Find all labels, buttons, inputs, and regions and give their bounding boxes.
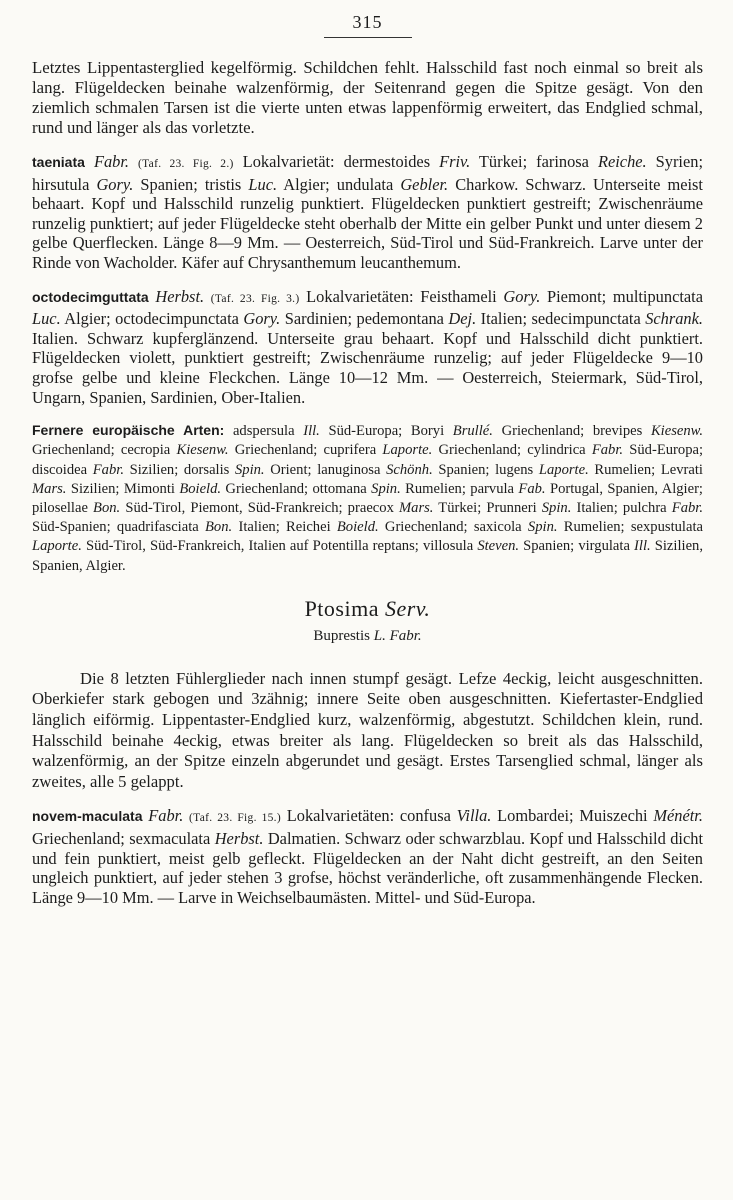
page-number: 315 — [352, 12, 383, 32]
author-abbrev: Fabr. — [92, 461, 124, 478]
entry-text: Griechenland; brevipes — [492, 423, 651, 440]
author-abbrev: Spin. — [371, 480, 401, 497]
author-abbrev: Ménétr. — [653, 806, 703, 826]
plate-reference: (Taf. 23. Fig. 15.) — [189, 812, 281, 825]
author-abbrev: Villa. — [456, 806, 492, 826]
plate-reference: (Taf. 23. Fig. 2.) — [138, 158, 234, 170]
author-abbrev: Laporte. — [32, 538, 82, 555]
genus-synonym — [32, 628, 703, 645]
entry-text: Süd-Europa; discoidea — [32, 442, 704, 478]
species-entry-taeniata — [32, 152, 703, 273]
entry-text: Piemont; multipunctata — [540, 286, 703, 306]
species-name: novem-maculata — [32, 808, 143, 825]
author-abbrev: Kiesenw. — [176, 442, 229, 459]
author-abbrev: Steven. — [477, 538, 520, 555]
entry-text: Italien; Reichei — [232, 519, 337, 536]
entry-text: Sardinien; pedemontana — [280, 309, 449, 329]
entry-text: Sizilien; dorsalis — [123, 461, 235, 478]
genus-name: Ptosima — [304, 595, 385, 621]
author-abbrev: Herbst. — [214, 828, 264, 848]
genus-description: Die 8 letzten Fühlerglieder nach innen stumpf gesägt. Lefze 4eckig, leicht ausgeschnitten. Oberkiefer stark gebogen und 3zähnig; innere Seite oben ausgeschnitten. Kiefertaster-Endglied länglich eiförmig. Lippentaster-Endglied kurz, walzenförmig, abgestutzt. Schildchen klein, rund. Halsschild beinahe 4eckig, etwas breiter als lang. Flügeldecken so breit als das Halsschild, walzenförmig, an der Spitze einzeln abgerundet und gesägt. Erstes Tarsenglied schmal, länger als zweites, alle 5 gelappt. — [32, 668, 703, 791]
author-abbrev: Ill. — [634, 538, 651, 555]
entry-text: Rumelien; sexpustulata — [557, 519, 703, 536]
author-abbrev: Bon. — [205, 519, 233, 536]
entry-text: adspersula — [224, 423, 304, 440]
author-abbrev: Kiesenw. — [650, 423, 703, 440]
entry-text: Lokalvarietäten: Feisthameli — [299, 286, 504, 306]
author-abbrev: Laporte. — [538, 461, 589, 478]
entry-text: Syrien; hirsutula — [32, 152, 703, 194]
genus-heading — [32, 596, 703, 622]
entry-text: Griechenland; ottomana — [221, 480, 372, 497]
entry-text: Süd-Europa; Boryi — [319, 423, 453, 440]
author-abbrev: Mars. — [398, 499, 434, 516]
entry-text: Sizilien; Mimonti — [66, 480, 180, 497]
entry-text: Lombardei; Muiszechi — [491, 806, 654, 826]
entry-text: Italien; pulchra — [571, 499, 672, 516]
author-abbrev: Spin. — [234, 461, 265, 478]
author-abbrev: Schrank. — [645, 309, 703, 329]
author-abbrev: Ill. — [303, 423, 320, 440]
entry-text: Algier; octodecimpunctata — [60, 309, 244, 329]
species-entry-octodecimguttata — [32, 287, 703, 408]
entry-text: Algier; undulata — [277, 174, 401, 194]
entry-text: Spanien; tristis — [133, 174, 249, 194]
author-abbrev: Schönh. — [386, 461, 433, 478]
author-abbrev: Spin. — [541, 499, 572, 516]
author-abbrev: Mars. — [32, 480, 67, 497]
entry-text: Griechenland; sexmaculata — [32, 828, 215, 848]
entry-text: Lokalvarietäten: confusa — [280, 806, 457, 826]
author-abbrev: Luc. — [32, 309, 61, 329]
entry-text: Süd-Spanien; quadrifasciata — [32, 519, 206, 536]
author-abbrev: Gebler. — [400, 174, 449, 194]
entry-text: Portugal, Spanien, Algier; pilosellae — [32, 480, 703, 516]
entry-text: Lokalvarietät: dermestoides — [233, 152, 440, 171]
author-abbrev: Gory. — [96, 174, 134, 194]
author-abbrev: Gory. — [243, 309, 281, 329]
entry-text: Griechenland; cuprifera — [228, 442, 383, 459]
entry-text: Süd-Tirol, Piemont, Süd-Frankreich; praecox — [120, 499, 399, 516]
author-abbrev: Spin. — [527, 519, 558, 536]
author-abbrev: Boield. — [179, 480, 222, 497]
synonym-name: Buprestis — [313, 627, 374, 644]
entry-text: Italien. Schwarz kupferglänzend. Unterseite grau behaart. Kopf und Halsschild dicht punktiert. Flügeldecken violett, punktiert gestreift; Zwischenräume runzelig; auf jeder Flügeldecke 9—10 grofse gelbe und kleine Fleckchen. Länge 10—12 Mm. — Oesterreich, Steiermark, Süd-Tirol, Ungarn, Spanien, Sardinien, Ober-Italien. — [32, 328, 703, 407]
species-author: Herbst. — [155, 286, 205, 306]
genus-author: Serv. — [384, 595, 431, 621]
author-abbrev: Laporte. — [382, 442, 433, 459]
author-abbrev: Boield. — [336, 519, 379, 536]
author-abbrev: Fabr. — [591, 442, 624, 459]
author-abbrev: Friv. — [439, 152, 471, 171]
entry-text: Charkow. Schwarz. Unterseite meist behaart. Kopf und Halsschild runzelig punktiert. Flügeldecken punktiert gestreift; Zwischenräume runzelig punktiert; auf jeder Flügeldecke steht oberhalb der Mitte ein gelber Punkt und unter diesem 2 gelbe Querflecken. Länge 8—9 Mm. — Oesterreich, Süd-Tirol und Süd-Frankreich. Larve unter der Rinde von Wacholder. Käfer auf Chrysanthemum leucanthemum. — [32, 174, 703, 272]
entry-text: Griechenland; cecropia — [32, 442, 177, 459]
entry-text: Rumelien; Levrati — [588, 461, 703, 478]
author-abbrev: L. — [373, 627, 386, 644]
entry-text: Rumelien; parvula — [400, 480, 519, 497]
author-abbrev: Gory. — [503, 286, 541, 306]
plate-reference: (Taf. 23. Fig. 3.) — [210, 292, 300, 305]
author-abbrev: Luc. — [248, 174, 278, 194]
genus-characteristics-text: Letztes Lippentasterglied kegelförmig. Schildchen fehlt. Halsschild fast noch einmal so breit als lang. Flügeldecken beinahe walzenförmig, der Seitenrand gegen die Spitze gesägt. Von den ziemlich schmalen Tarsen ist die vierte unten etwas lappenförmig erweitert, das Endglied schmal, rund und länger als das vorletzte. — [32, 58, 703, 137]
entry-text: Türkei; farinosa — [470, 152, 598, 171]
entry-text: Spanien; lugens — [432, 461, 539, 478]
species-author: Fabr. — [93, 152, 129, 171]
header-rule — [324, 37, 412, 38]
author-abbrev: Dej. — [448, 309, 477, 329]
author-abbrev: Fabr. — [671, 499, 703, 516]
entry-text: Griechenland; cylindrica — [432, 442, 592, 459]
author-abbrev: Reiche. — [597, 152, 647, 171]
author-abbrev: Bon. — [93, 499, 121, 516]
author-abbrev: Fab. — [518, 480, 546, 497]
further-species-list — [32, 421, 703, 576]
entry-text: Spanien; virgulata — [519, 538, 635, 555]
entry-text: Griechenland; saxicola — [378, 519, 528, 536]
entry-text: Sizilien, Spanien, Algier. — [32, 538, 703, 574]
author-abbrev: Brullé. — [452, 423, 493, 440]
species-entry-novem-maculata — [32, 806, 703, 907]
species-name: octodecimguttata — [32, 288, 149, 305]
species-name: taeniata — [32, 154, 85, 170]
author-abbrev: Fabr. — [389, 627, 422, 644]
entry-text: Italien; sedecimpunctata — [476, 309, 646, 329]
entry-text: Süd-Tirol, Süd-Frankreich, Italien auf Potentilla reptans; villosula — [81, 538, 478, 555]
species-author: Fabr. — [148, 806, 184, 826]
entry-text: Orient; lanuginosa — [264, 461, 387, 478]
entry-text: Dalmatien. Schwarz oder schwarzblau. Kopf und Halsschild dicht und fein punktiert, meist gelb gefleckt. Flügeldecken an der Naht dicht gestreift, an den Seiten ungleich punktiert, auf jeder stehen 3 grofse, höchst veränderliche, oft zusammenhängende Flecken. Länge 9—10 Mm. — Larve in Weichselbaumästen. Mittel- und Süd-Europa. — [32, 828, 703, 907]
entry-text: Türkei; Prunneri — [433, 499, 542, 516]
further-species-heading: Fernere europäische Arten: — [32, 422, 225, 439]
